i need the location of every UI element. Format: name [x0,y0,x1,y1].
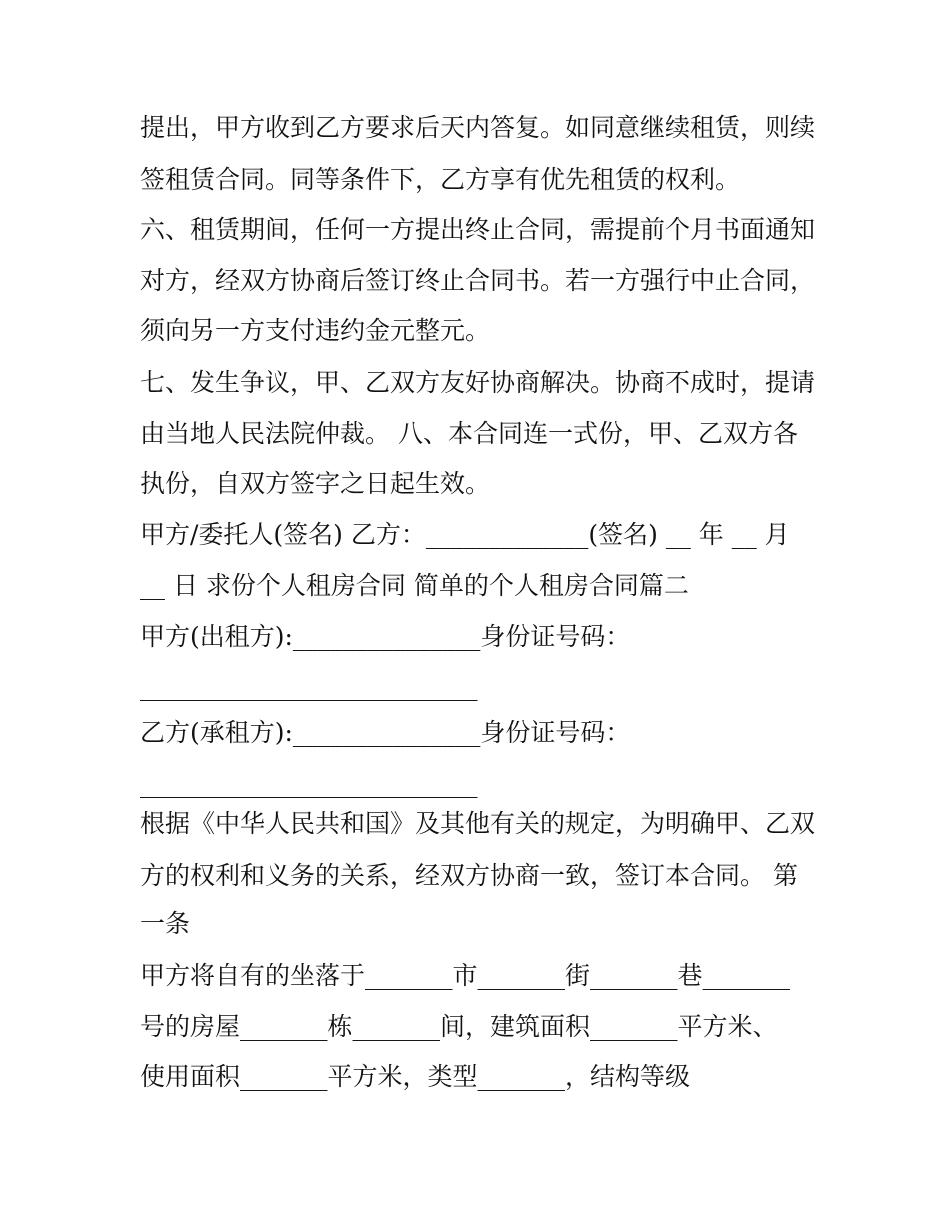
text-line: 签租赁合同。同等条件下，乙方享有优先租赁的权利。 [140,165,741,194]
party-a-id-blank: ___________________________ [140,672,478,701]
text-line: 方的权利和义务的关系，经双方协商一致，签订本合同。 第 [140,861,798,890]
text-line: 根据《中华人民共和国》及其他有关的规定，为明确甲、乙双 [140,809,816,838]
party-b-id-blank: ___________________________ [140,769,478,798]
text-line: 须向另一方支付违约金元整元。 [140,316,491,345]
text-line: 号的房屋_______栋_______间，建筑面积_______平方米、 [140,1012,778,1041]
party-a-line: 甲方(出租方):_______________身份证号码： [140,622,631,651]
text-line: 六、租赁期间，任何一方提出终止合同，需提前个月书面通知 [140,215,816,244]
text-line: 执份，自双方签字之日起生效。 [140,469,491,498]
signature-line: 甲方/委托人(签名) 乙方：_____________(签名) __ 年 __ 月 [140,520,790,549]
text-line: 七、发生争议，甲、乙双方友好协商解决。协商不成时，提请 [140,368,816,397]
text-line: 甲方将自有的坐落于_______市_______街_______巷_______ [140,961,791,990]
party-b-line: 乙方(承租方):_______________身份证号码： [140,718,631,747]
text-line: 由当地人民法院仲裁。 八、本合同连一式份，甲、乙双方各 [140,419,798,448]
article-heading: 一条 [140,909,191,938]
text-line: __ 日 求份个人租房合同 简单的个人租房合同篇二 [140,571,689,600]
text-line: 提出，甲方收到乙方要求后天内答复。如同意继续租赁，则续 [140,113,816,142]
text-line: 使用面积_______平方米，类型_______，结构等级 [140,1062,691,1091]
text-line: 对方，经双方协商后签订终止合同书。若一方强行中止合同， [140,266,816,295]
